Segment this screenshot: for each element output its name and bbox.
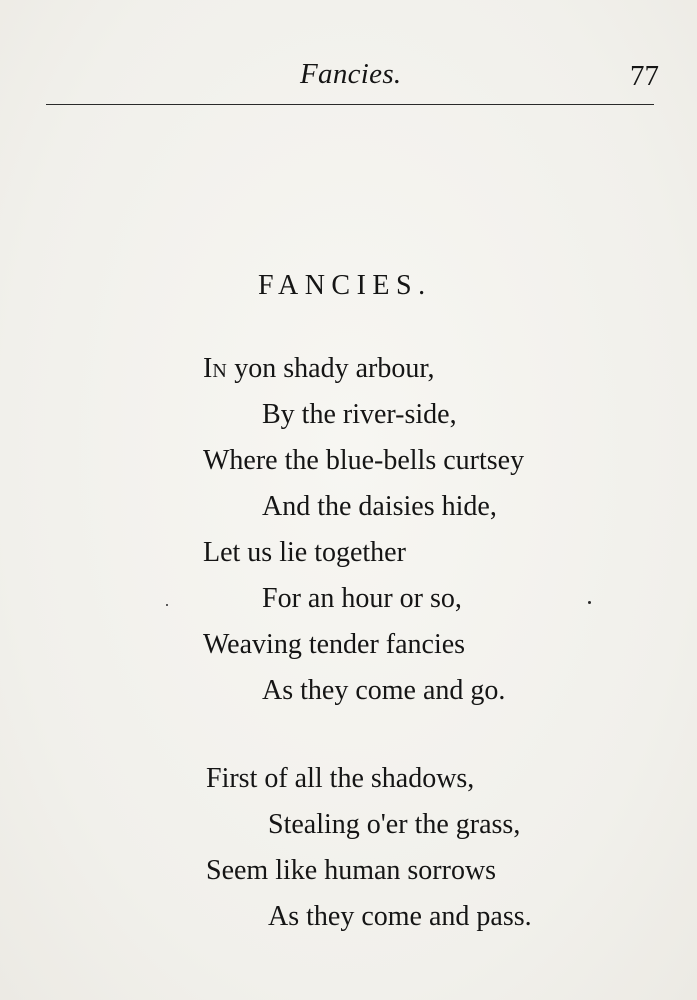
print-speck (166, 604, 168, 606)
initial-letter: I (203, 353, 213, 384)
poem-line-2: By the river-side, (262, 399, 457, 430)
running-title: Fancies. (300, 58, 402, 90)
header-rule (46, 104, 654, 105)
print-speck (588, 601, 591, 604)
poem-line-1 (203, 346, 435, 392)
running-head (0, 58, 697, 98)
poem-line-12: As they come and pass. (268, 901, 532, 932)
poem-line-3: Where the blue-bells curtsey (203, 445, 525, 476)
poem-line-4: And the daisies hide, (262, 491, 497, 522)
small-cap-letter: N (212, 360, 228, 382)
poem-line-1-rest: yon shady arbour, (227, 353, 435, 384)
poem-line-9: First of all the shadows, (206, 763, 475, 794)
poem-title: FANCIES. (258, 270, 432, 301)
poem-line-6: For an hour or so, (262, 583, 462, 614)
poem-line-10: Stealing o'er the grass, (268, 809, 521, 840)
page-number: 77 (630, 60, 659, 92)
poem-line-7: Weaving tender fancies (203, 629, 466, 660)
poem-line-11: Seem like human sorrows (206, 855, 497, 886)
poem-line-5: Let us lie together (203, 537, 406, 568)
poem-line-8: As they come and go. (262, 675, 506, 706)
